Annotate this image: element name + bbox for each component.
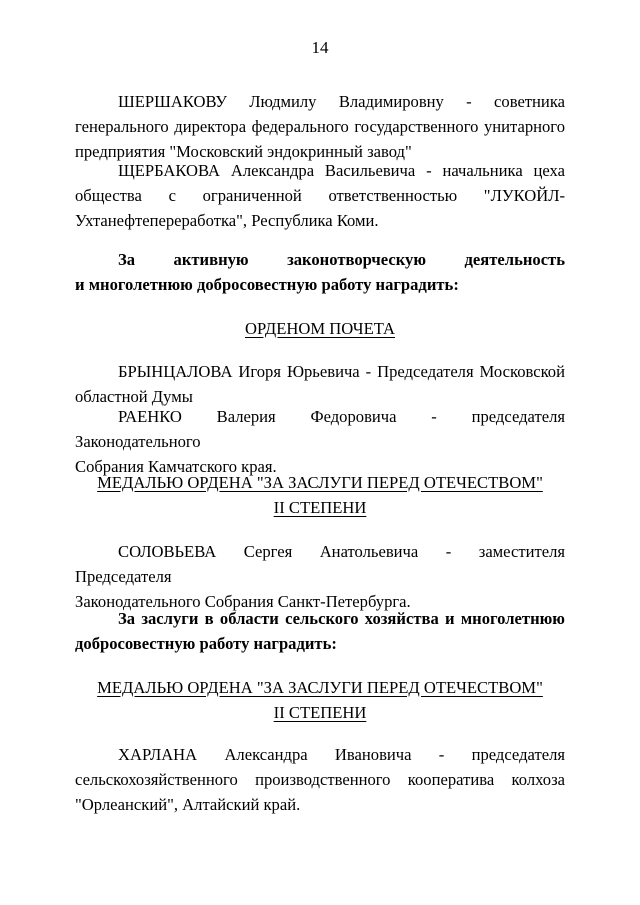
award-title-line: II СТЕПЕНИ <box>273 703 367 722</box>
award-entry <box>75 359 565 409</box>
award-entry <box>75 742 565 817</box>
entry-line: Собрания Камчатского края. <box>75 457 277 476</box>
award-entry <box>75 404 565 479</box>
award-title-line: МЕДАЛЬЮ ОРДЕНА "ЗА ЗАСЛУГИ ПЕРЕД ОТЕЧЕСТВОМ" <box>97 678 543 697</box>
entry-line: ХАРЛАНА Александра Ивановича - председателя <box>118 745 565 764</box>
award-entry <box>75 158 565 233</box>
entry-line: ШЕРШАКОВУ Людмилу Владимировну - советника <box>118 92 565 111</box>
entry-line: сельскохозяйственного производственного кооператива колхоза <box>75 770 565 789</box>
award-title <box>75 470 565 520</box>
award-entry <box>75 539 565 614</box>
heading-line: За заслуги в области сельского хозяйства и многолетнюю <box>118 609 565 628</box>
award-entry <box>75 89 565 164</box>
award-title-line: МЕДАЛЬЮ ОРДЕНА "ЗА ЗАСЛУГИ ПЕРЕД ОТЕЧЕСТВОМ" <box>97 473 543 492</box>
award-title <box>75 675 565 725</box>
entry-line: ЩЕРБАКОВА Александра Васильевича - начальника цеха <box>118 161 565 180</box>
entry-line: общества с ограниченной ответственностью "ЛУКОЙЛ- <box>75 186 565 205</box>
entry-line: БРЫНЦАЛОВА Игоря Юрьевича - Председателя Московской <box>118 362 565 381</box>
heading-line: и многолетнюю добросовестную работу наградить: <box>75 275 459 294</box>
entry-line: РАЕНКО Валерия Федоровича - председателя Законодательного <box>75 407 565 451</box>
heading-line: За активную законотворческую деятельность <box>118 250 565 269</box>
entry-line: областной Думы <box>75 387 193 406</box>
award-reason-heading <box>75 247 565 297</box>
entry-line: генерального директора федерального государственного унитарного <box>75 117 565 136</box>
award-reason-heading <box>75 606 565 656</box>
entry-line: Ухтанефтепереработка", Республика Коми. <box>75 211 379 230</box>
heading-line: добросовестную работу наградить: <box>75 634 337 653</box>
entry-line: "Орлеанский", Алтайский край. <box>75 795 301 814</box>
award-title-line: II СТЕПЕНИ <box>273 498 367 517</box>
page-number: 14 <box>311 38 329 57</box>
award-title <box>75 316 565 341</box>
entry-line: СОЛОВЬЕВА Сергея Анатольевича - заместителя Председателя <box>75 542 565 586</box>
award-title-line: ОРДЕНОМ ПОЧЕТА <box>244 319 396 338</box>
entry-line: предприятия "Московский эндокринный завод" <box>75 142 412 161</box>
entry-line: Законодательного Собрания Санкт-Петербурга. <box>75 592 411 611</box>
